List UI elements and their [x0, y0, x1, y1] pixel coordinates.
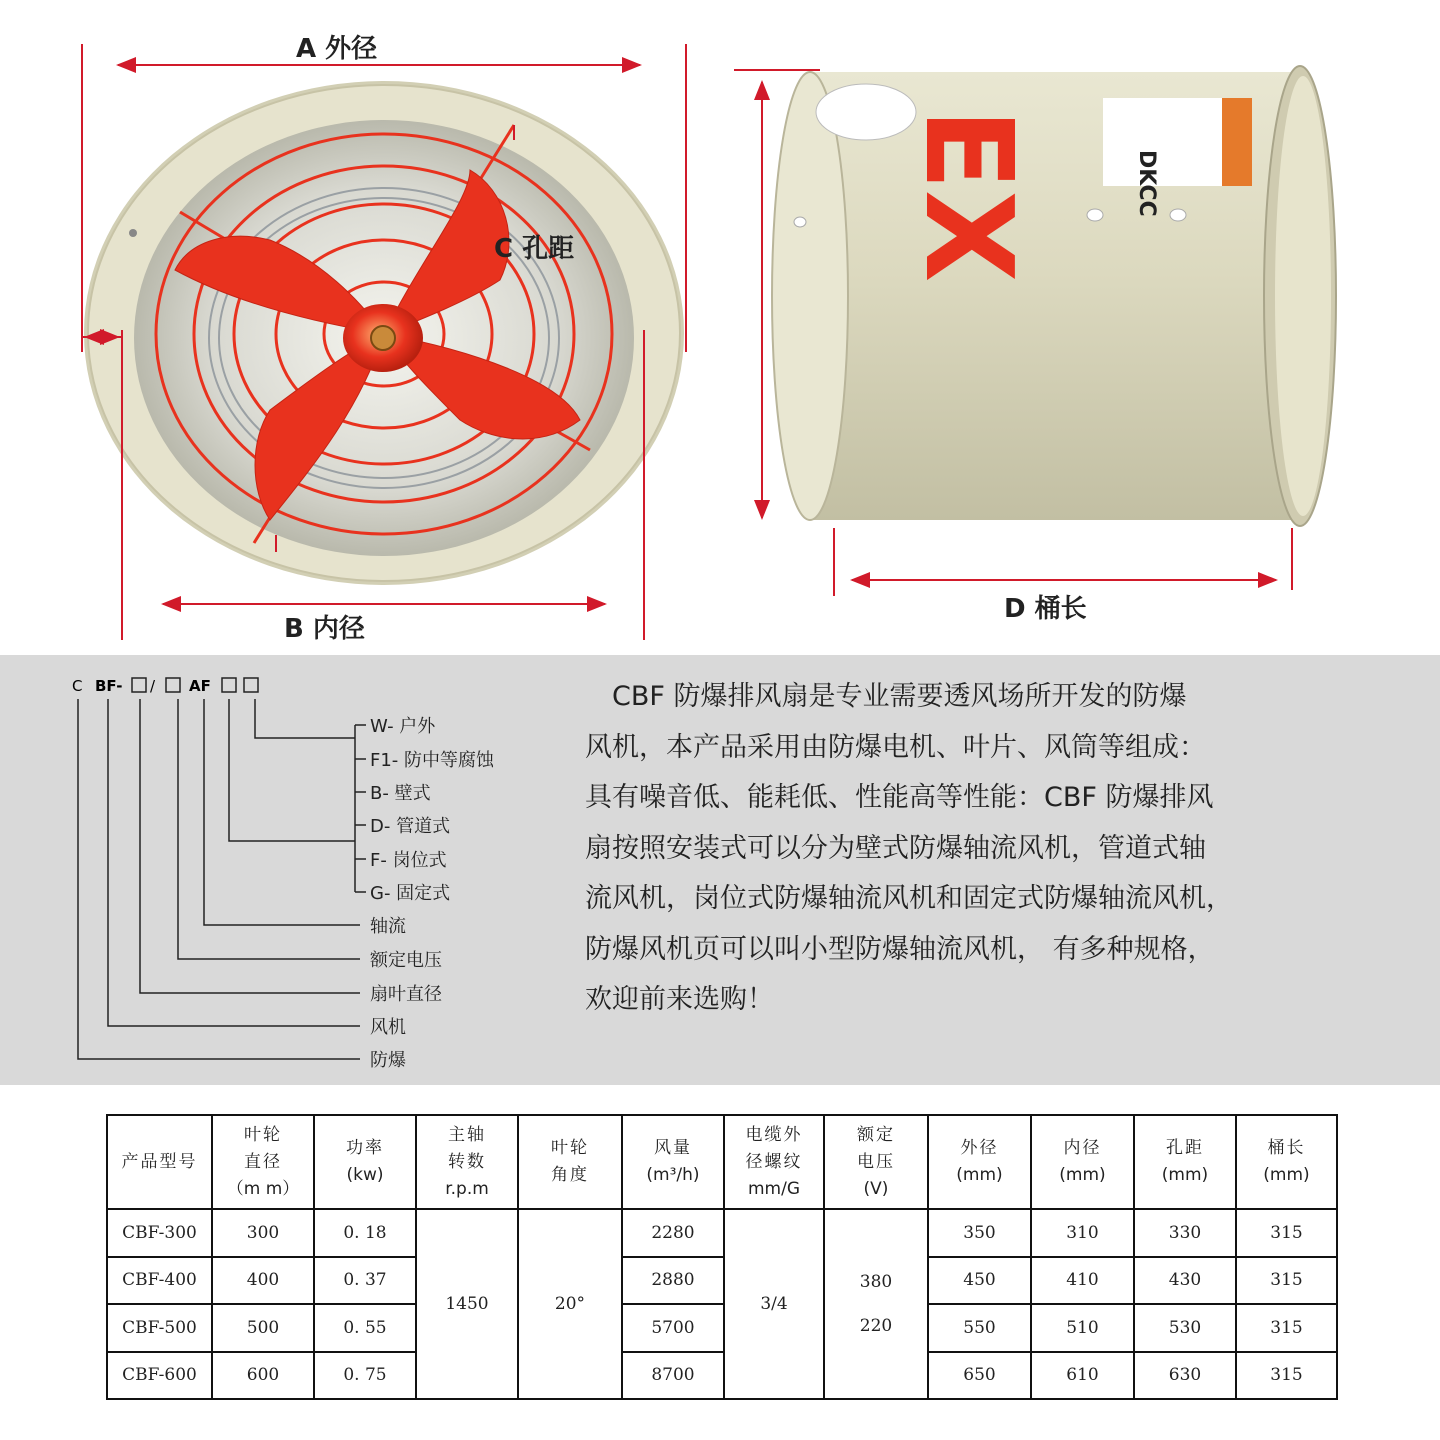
- cell-outer: 550: [928, 1304, 1031, 1352]
- cell-outer: 350: [928, 1209, 1031, 1257]
- cell-angle: 20°: [518, 1209, 622, 1399]
- header-model: 产品型号: [107, 1115, 212, 1209]
- fan-front-view: [84, 81, 684, 585]
- code-box-1: [132, 678, 146, 692]
- code-slash: /: [150, 677, 156, 695]
- table-header-row: [107, 1115, 1337, 1209]
- ex-mark: EX: [898, 108, 1037, 283]
- model-code-diagram: [0, 655, 580, 1085]
- legend-item: B- 壁式: [370, 783, 431, 804]
- description-line: 风机，本产品采用由防爆电机、叶片、风筒等组成：: [585, 731, 1206, 763]
- cell-power: 0. 75: [314, 1352, 416, 1400]
- header-power: 功率 (kw): [314, 1115, 416, 1209]
- description-line: CBF 防爆排风扇是专业需要透风场所开发的防爆: [585, 681, 1187, 712]
- cell-length: 315: [1236, 1257, 1337, 1305]
- spec-table: [106, 1114, 1338, 1400]
- hole-distance-label: C 孔距: [494, 234, 575, 264]
- cell-power: 0. 55: [314, 1304, 416, 1352]
- cell-outer: 650: [928, 1352, 1031, 1400]
- legend-item: 额定电压: [370, 950, 442, 971]
- table-row: [107, 1209, 1337, 1257]
- description-line: 具有噪音低、能耗低、性能高等性能：CBF 防爆排风: [585, 782, 1214, 813]
- code-af: AF: [189, 677, 211, 695]
- product-description: [585, 672, 1385, 1026]
- header-outer-diameter: 外径 (mm): [928, 1115, 1031, 1209]
- table-row: [107, 1257, 1337, 1305]
- cell-diameter: 400: [212, 1257, 314, 1305]
- legend-item: W- 户外: [370, 716, 436, 737]
- description-line: 欢迎前来选购！: [585, 984, 774, 1015]
- cell-airflow: 2880: [622, 1257, 724, 1305]
- fan-side-view: [772, 66, 1336, 526]
- voltage-value: 380: [859, 1272, 893, 1292]
- cell-diameter: 600: [212, 1352, 314, 1400]
- legend-item: 扇叶直径: [370, 984, 442, 1005]
- cell-length: 315: [1236, 1352, 1337, 1400]
- inner-diameter-label: B 内径: [284, 614, 365, 644]
- description-line: 防爆风机页可以叫小型防爆轴流风机， 有多种规格，: [585, 933, 1215, 965]
- cell-hole: 630: [1134, 1352, 1236, 1400]
- header-blade-angle: 叶轮 角度: [518, 1115, 622, 1209]
- cell-inner: 410: [1031, 1257, 1134, 1305]
- cell-airflow: 2280: [622, 1209, 724, 1257]
- code-bf: BF-: [95, 677, 123, 695]
- cell-inner: 510: [1031, 1304, 1134, 1352]
- product-photos: [0, 0, 1440, 655]
- cell-model: CBF-300: [107, 1209, 212, 1257]
- legend-item: F1- 防中等腐蚀: [370, 750, 495, 771]
- cell-length: 315: [1236, 1209, 1337, 1257]
- cell-inner: 610: [1031, 1352, 1134, 1400]
- description-line: 扇按照安装式可以分为壁式防爆轴流风机，管道式轴: [585, 832, 1206, 864]
- cell-power: 0. 37: [314, 1257, 416, 1305]
- cell-diameter: 500: [212, 1304, 314, 1352]
- legend-item: G- 固定式: [370, 883, 451, 904]
- cell-hole: 430: [1134, 1257, 1236, 1305]
- cell-model: CBF-600: [107, 1352, 212, 1400]
- header-airflow: 风量 (m³/h): [622, 1115, 724, 1209]
- cell-hole: 530: [1134, 1304, 1236, 1352]
- barrel-length-label: D 桶长: [1004, 594, 1087, 624]
- description-line: 流风机，岗位式防爆轴流风机和固定式防爆轴流风机，: [585, 883, 1233, 914]
- code-box-3: [222, 678, 236, 692]
- legend-item: 风机: [370, 1017, 406, 1038]
- legend-item: 轴流: [370, 916, 406, 937]
- outer-diameter-label: A 外径: [296, 34, 378, 64]
- header-speed: 主轴 转数 r.p.m: [416, 1115, 518, 1209]
- table-row: [107, 1304, 1337, 1352]
- code-box-4: [244, 678, 258, 692]
- cell-outer: 450: [928, 1257, 1031, 1305]
- cell-inner: 310: [1031, 1209, 1134, 1257]
- cell-power: 0. 18: [314, 1209, 416, 1257]
- cell-length: 315: [1236, 1304, 1337, 1352]
- table-row: [107, 1352, 1337, 1400]
- legend-item: F- 岗位式: [370, 850, 447, 871]
- header-hole-distance: 孔距 (mm): [1134, 1115, 1236, 1209]
- header-cable-thread: 电缆外 径螺纹 mm/G: [724, 1115, 824, 1209]
- product-illustration: [0, 0, 1440, 655]
- cell-voltage: [824, 1209, 928, 1399]
- spec-table-wrapper: [106, 1114, 1336, 1400]
- header-rated-voltage: 额定 电压 (V): [824, 1115, 928, 1209]
- brand-text: DKCC: [1134, 150, 1159, 217]
- legend-item: 防爆: [370, 1050, 406, 1071]
- cell-speed: 1450: [416, 1209, 518, 1399]
- cell-cable: 3/4: [724, 1209, 824, 1399]
- cell-diameter: 300: [212, 1209, 314, 1257]
- cell-hole: 330: [1134, 1209, 1236, 1257]
- cell-model: CBF-500: [107, 1304, 212, 1352]
- code-box-2: [166, 678, 180, 692]
- description-panel: [0, 655, 1440, 1085]
- header-barrel-length: 桶长 (mm): [1236, 1115, 1337, 1209]
- code-connector-lines: [78, 699, 366, 1059]
- header-inner-diameter: 内径 (mm): [1031, 1115, 1134, 1209]
- header-impeller-diameter: 叶轮 直径 （m m）: [212, 1115, 314, 1209]
- legend-item: D- 管道式: [370, 816, 451, 837]
- cell-model: CBF-400: [107, 1257, 212, 1305]
- cell-airflow: 5700: [622, 1304, 724, 1352]
- code-c: C: [72, 677, 83, 695]
- cell-airflow: 8700: [622, 1352, 724, 1400]
- voltage-value: 220: [859, 1316, 893, 1336]
